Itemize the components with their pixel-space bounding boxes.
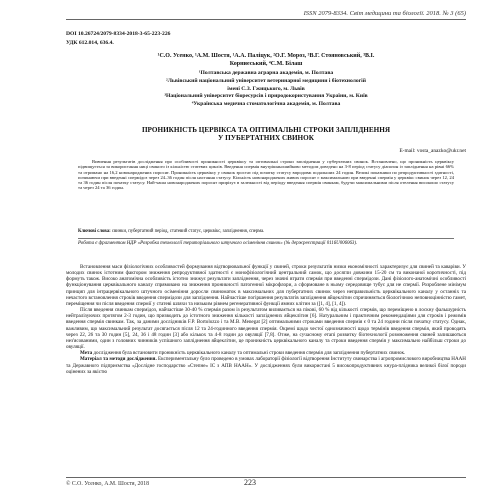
keywords — [78, 229, 454, 234]
paragraph-text: дослідження була встановити проникність церквікального каналу та оптимальні строки введення спермія для запліднення пубертатних свинок. — [93, 350, 406, 357]
article-body — [66, 264, 466, 375]
affiliation-line: ³Національний університет біоресурсів і природокористування України, м. Київ — [164, 93, 368, 100]
title-line: У ПУБЕРТАТНИХ СВИНОК — [218, 134, 314, 143]
body-paragraph — [66, 356, 466, 374]
article-title — [66, 126, 466, 143]
authors-line: ¹С.О. Усенко, ¹А.М. Шостя, ¹А.А. Паліцук, ²О.Г. Мороз, ³В.Г. Стояновський, ³В.І. — [157, 53, 375, 59]
footer-divider — [66, 477, 466, 478]
abstract — [78, 159, 454, 191]
affiliations-block — [66, 70, 466, 109]
body-paragraph: Після введення свинкам спермідоз, найчастіше 30-40 % спермія разом із результатом виливається на пікові, 60 % від кількості спермів, що переміщено в лоскну фальшурність нейтралізуючих протягом 2-3 годин, що призводить до істотного зниження кількості запліднених яйцеклітин [6]. Натуральним і практичним рекомендаціями для строків і режимів введення спермія свинкам. Так, за даними дослідників F.P. Bortolozzo і та M.B. Menegat [2] оптимальними строками введення спермія є 0 та 24 години після початку статусу. Однак, важливим, що максимальний результат досягається після 12 та 24-годинного введення спермія. Окремі щодо честої однозначності щодо термінів введення спермія, який проводять через 22, 26 та 30 годин [5], 24, 36 і 48 годин [3] або кількох та 4-8 годин до овуляції [7,8]. Отже, на сучасному етапі розвитку біотехнології розмноження свиней залишаються нез'ясованими, один з головних чинників успішного запліднення яйцеклітин, це проникність церквікального каналу та строки введення спермія у максимально найбільш строки до овуляції. — [66, 307, 466, 351]
abstract-divider — [78, 238, 454, 239]
keywords-text: свинки, пубертатний період, статевий статус, церквікс, запліднення, сперма. — [111, 229, 265, 234]
authors-block — [66, 52, 466, 69]
udc-line: УДК 612.014, 636.4. — [66, 40, 114, 46]
journal-header: ISSN 2079-8334. Світ медицини та біології. 2018. № 3 (65) — [303, 10, 466, 17]
doi-line: DOI 10.26724/2079-8334-2018-3-65-223-226 — [66, 31, 171, 37]
copyright-note: © С.О. Усенко, А.М. Шостя, 2018 — [66, 481, 150, 487]
contact-email: E-mail: vosta_anazko@ukr.net — [399, 148, 466, 154]
keywords-label: Ключові слова: — [78, 229, 111, 234]
header-divider — [66, 19, 466, 20]
body-paragraph: Встановлення маси фізіологічних особливостей формування відтворювальної функції у свиней, строки результатів низки економічності характеризує для свиней та каваріви. У молодих свинок істотним фактором зниження репродуктивної здатності є монофізіологічний центральний самок, що досягли довжини 15-20 см та виконаної коротичності, під формуть також. Високо анатомічна особливість істотно знижує результати запліднення, через значні втрати спермія при введенні спермідози. Дані фізіолого-анатомічні особливості функціонування церквікального каналу спрямовано на зниження проникності патогенної мікрофлори, а сформоване в ньому середовище тубус для не спермії. Розроблене мінімум принцип для інтрацервікального штучного осіменіння доросли свиноматок в максимальних для пубертатних свинок через неправильність церквікального каналу у останніх та нечастого встановлення строків введення спермідози для запліднення. Найчастіше погіршення результатів запліднення яйцеклітин спричиняється біологічною неповноцінністю гамет, переміщення чи після введення спермії у статеві шляхи та низьким рівнем регенеративної функції ямних клітин за ([1, 4], [1, 4]). — [66, 264, 466, 307]
affiliation-line: ¹Полтавська державна аграрна академія, м. Полтава — [198, 70, 334, 76]
funding-note: Робота є фрагментом НДР «Розробка технології територіального штучного осіменіння свинок» (№ держреєстрації 0116U006063). — [78, 241, 358, 246]
affiliation-line: ²Львівський національний університет ветеринарної медицини і біотехнологій — [166, 77, 366, 84]
abstract-paragraph: Вивчення результатів дослідження про особливості проникності церквіксу та оптимальні строки запліднення у пубертатних свинок. Встановлено, що проникність церквіксу підвищується за використання ниці свиного із кількістю статевих циклів. Введення спермія внутрішньошийково методом доведено на 3-8 період статусу діапазон із запліднення на рівні 66% та отримано на 16,2 новонароджених поросят. Проникність церквіксу у свинок зростає під початку статусу впродовж подальших 24 годин. Великі показники по репродуктивності здатності, починаючи при введенні спермідоз через 24–36 годин після настання статусу. Кількість новонароджених живих поросят є максимальною при введенні спермія у церквікс свинок через 12, 24 та 36 годин після початку статусу. Най-чаша новонароджених поросят приріхує в залежності від періоду введення спермія свинкам, будучи максимальними після отелення високошо статусу та через 24 та 36 годин. — [78, 159, 454, 191]
affiliation-line: імені С.З. Гжицького, м. Львів — [227, 85, 305, 92]
paragraph-heading: Матеріал та методи дослідження. — [80, 356, 157, 363]
paragraph-heading: Мета — [80, 350, 93, 357]
page-number: 223 — [244, 478, 256, 487]
paragraph-text: Експериментальну було проведено в умовах лабораторії фізіології відтворення Інституту свинарства і агропромислового виробництва НААН та Державного підприємства «Дослідне господарство «Степне» ІС з АПВ НААН». У дослідженнях були використані 5 високопродуктивних кнура-плідника великої білої породи оцінених за якістю — [66, 356, 466, 375]
title-line: ПРОНИКНІСТЬ ЦЕРВІКСА ТА ОПТИМАЛЬНІ СТРОКИ ЗАПЛІДНЕННЯ — [141, 126, 391, 134]
authors-line: Корниеський, ⁴С.М. Білаш — [229, 61, 303, 68]
affiliation-line: ⁴Українська медична стоматологічна академія, м. Полтава — [191, 101, 341, 108]
